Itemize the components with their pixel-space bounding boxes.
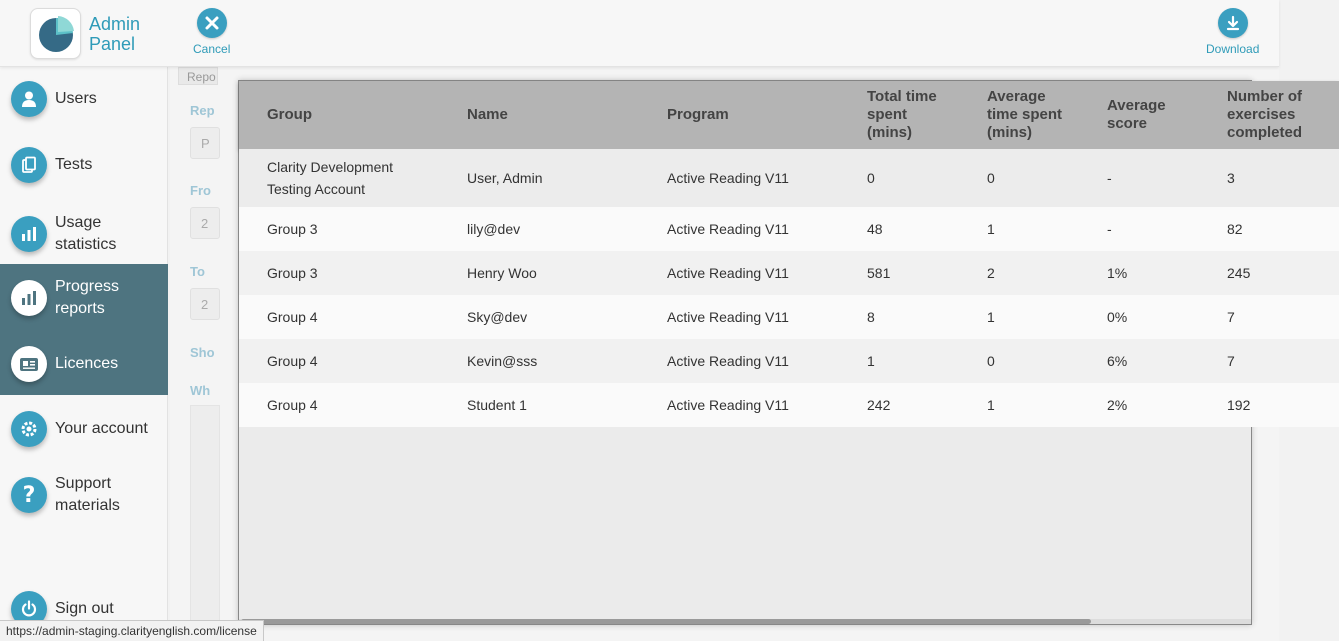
cell-program: Active Reading V11: [667, 265, 789, 281]
column-header-total-time[interactable]: Total time spent (mins): [867, 88, 937, 141]
cell-group: Group 3: [267, 265, 318, 281]
cell-average-time: 1: [987, 309, 995, 325]
gear-icon: [11, 411, 47, 447]
cell-name: User, Admin: [467, 170, 543, 186]
bar-chart-icon: [11, 216, 47, 252]
sidebar-item-label: Progress reports: [55, 278, 120, 317]
cell-program: Active Reading V11: [667, 221, 789, 237]
sidebar-item-progress-reports[interactable]: [0, 264, 168, 332]
scrollbar-thumb[interactable]: [241, 619, 1091, 624]
cell-name: Student 1: [467, 397, 527, 413]
cell-name: Sky@dev: [467, 309, 528, 325]
report-select-fragment[interactable]: P: [190, 127, 220, 159]
cell-average-score: 2%: [1107, 397, 1128, 413]
report-tab[interactable]: Repo: [178, 67, 218, 85]
cell-exercises-completed: 7: [1227, 309, 1235, 325]
cell-average-time: 2: [987, 265, 995, 281]
table-row: [239, 251, 1339, 295]
column-header-average-time[interactable]: Average time spent (mins): [987, 88, 1063, 141]
horizontal-scrollbar[interactable]: [239, 619, 1251, 624]
app-logo[interactable]: [30, 8, 81, 59]
cell-program: Active Reading V11: [667, 397, 789, 413]
sidebar-item-label: Your account: [55, 420, 148, 437]
from-label-fragment: Fro: [190, 183, 211, 198]
cell-exercises-completed: 7: [1227, 353, 1235, 369]
sidebar: [0, 67, 168, 641]
cell-name: Kevin@sss: [467, 353, 538, 369]
cell-name: Henry Woo: [467, 265, 537, 281]
cell-total-time: 1: [867, 353, 875, 369]
sidebar-item-label: Users: [55, 90, 97, 107]
table-row: [239, 207, 1339, 251]
id-card-icon: [11, 346, 47, 382]
cell-exercises-completed: 3: [1227, 170, 1235, 186]
cell-total-time: 581: [867, 265, 891, 281]
table-header-row: [239, 81, 1339, 149]
report-results-modal: [238, 80, 1303, 625]
cell-group: Group 3: [267, 221, 318, 237]
documents-icon: [11, 147, 47, 183]
app-title: Admin Panel: [89, 14, 141, 54]
selection-list-fragment: [190, 405, 220, 635]
bar-chart-icon: [11, 280, 47, 316]
cell-exercises-completed: 82: [1227, 221, 1243, 237]
report-table: [239, 81, 1339, 427]
table-row: [239, 149, 1339, 207]
cell-name: lily@dev: [467, 221, 521, 237]
cancel-label: Cancel: [193, 42, 231, 56]
cell-group: Group 4: [267, 397, 318, 413]
table-row: [239, 383, 1339, 427]
report-table-container: [239, 81, 1303, 427]
cancel-button[interactable]: [193, 8, 230, 56]
download-label: Download: [1206, 42, 1260, 56]
sidebar-item-label: Tests: [55, 156, 93, 173]
sidebar-item-usage-statistics[interactable]: [0, 205, 168, 263]
cell-average-score: -: [1107, 221, 1112, 237]
column-header-name[interactable]: Name: [467, 106, 508, 123]
column-header-program[interactable]: Program: [667, 106, 729, 123]
cell-total-time: 242: [867, 397, 891, 413]
pie-chart-logo-icon: [37, 15, 75, 53]
to-date-fragment[interactable]: 2: [190, 288, 220, 320]
from-date-fragment[interactable]: 2: [190, 207, 220, 239]
cell-total-time: 48: [867, 221, 883, 237]
close-icon: [197, 8, 227, 38]
download-button[interactable]: [1206, 8, 1259, 56]
to-label-fragment: To: [190, 264, 205, 279]
which-label-fragment: Wh: [190, 383, 211, 398]
cell-exercises-completed: 192: [1227, 397, 1251, 413]
sidebar-item-support-materials[interactable]: [0, 465, 168, 525]
column-header-group[interactable]: Group: [267, 106, 312, 123]
cell-average-time: 0: [987, 353, 995, 369]
sidebar-item-label: Support materials: [55, 475, 120, 514]
sidebar-item-your-account[interactable]: [0, 409, 168, 449]
sidebar-item-label: Sign out: [55, 600, 114, 617]
cell-average-time: 1: [987, 221, 995, 237]
status-bar-url: https://admin-staging.clarityenglish.com/license: [0, 620, 264, 641]
download-icon: [1218, 8, 1248, 38]
column-header-average-score[interactable]: Average score: [1107, 97, 1166, 132]
sidebar-item-label: Licences: [55, 354, 119, 372]
cell-average-score: 6%: [1107, 353, 1128, 369]
user-icon: [11, 81, 47, 117]
cell-total-time: 0: [867, 170, 875, 186]
table-row: [239, 339, 1339, 383]
column-header-exercises-completed[interactable]: Number of exercises completed: [1227, 88, 1303, 141]
cell-average-time: 0: [987, 170, 995, 186]
cell-group: Clarity Development Testing Account: [267, 159, 394, 197]
cell-average-time: 1: [987, 397, 995, 413]
table-row: [239, 295, 1339, 339]
sidebar-item-label: Usage statistics: [55, 214, 117, 253]
sidebar-item-licences[interactable]: [0, 332, 168, 395]
cell-exercises-completed: 245: [1227, 265, 1251, 281]
cell-average-score: 0%: [1107, 309, 1128, 325]
cell-program: Active Reading V11: [667, 170, 789, 186]
report-label-fragment: Rep: [190, 103, 215, 118]
sidebar-item-users[interactable]: [0, 79, 168, 119]
cell-group: Group 4: [267, 309, 318, 325]
question-icon: ?: [11, 477, 47, 513]
cell-average-score: -: [1107, 170, 1112, 186]
cell-average-score: 1%: [1107, 265, 1128, 281]
sidebar-item-tests[interactable]: [0, 145, 168, 185]
cell-program: Active Reading V11: [667, 353, 789, 369]
cell-program: Active Reading V11: [667, 309, 789, 325]
show-label-fragment: Sho: [190, 345, 215, 360]
cell-total-time: 8: [867, 309, 875, 325]
top-bar: [0, 0, 1279, 67]
cell-group: Group 4: [267, 353, 318, 369]
